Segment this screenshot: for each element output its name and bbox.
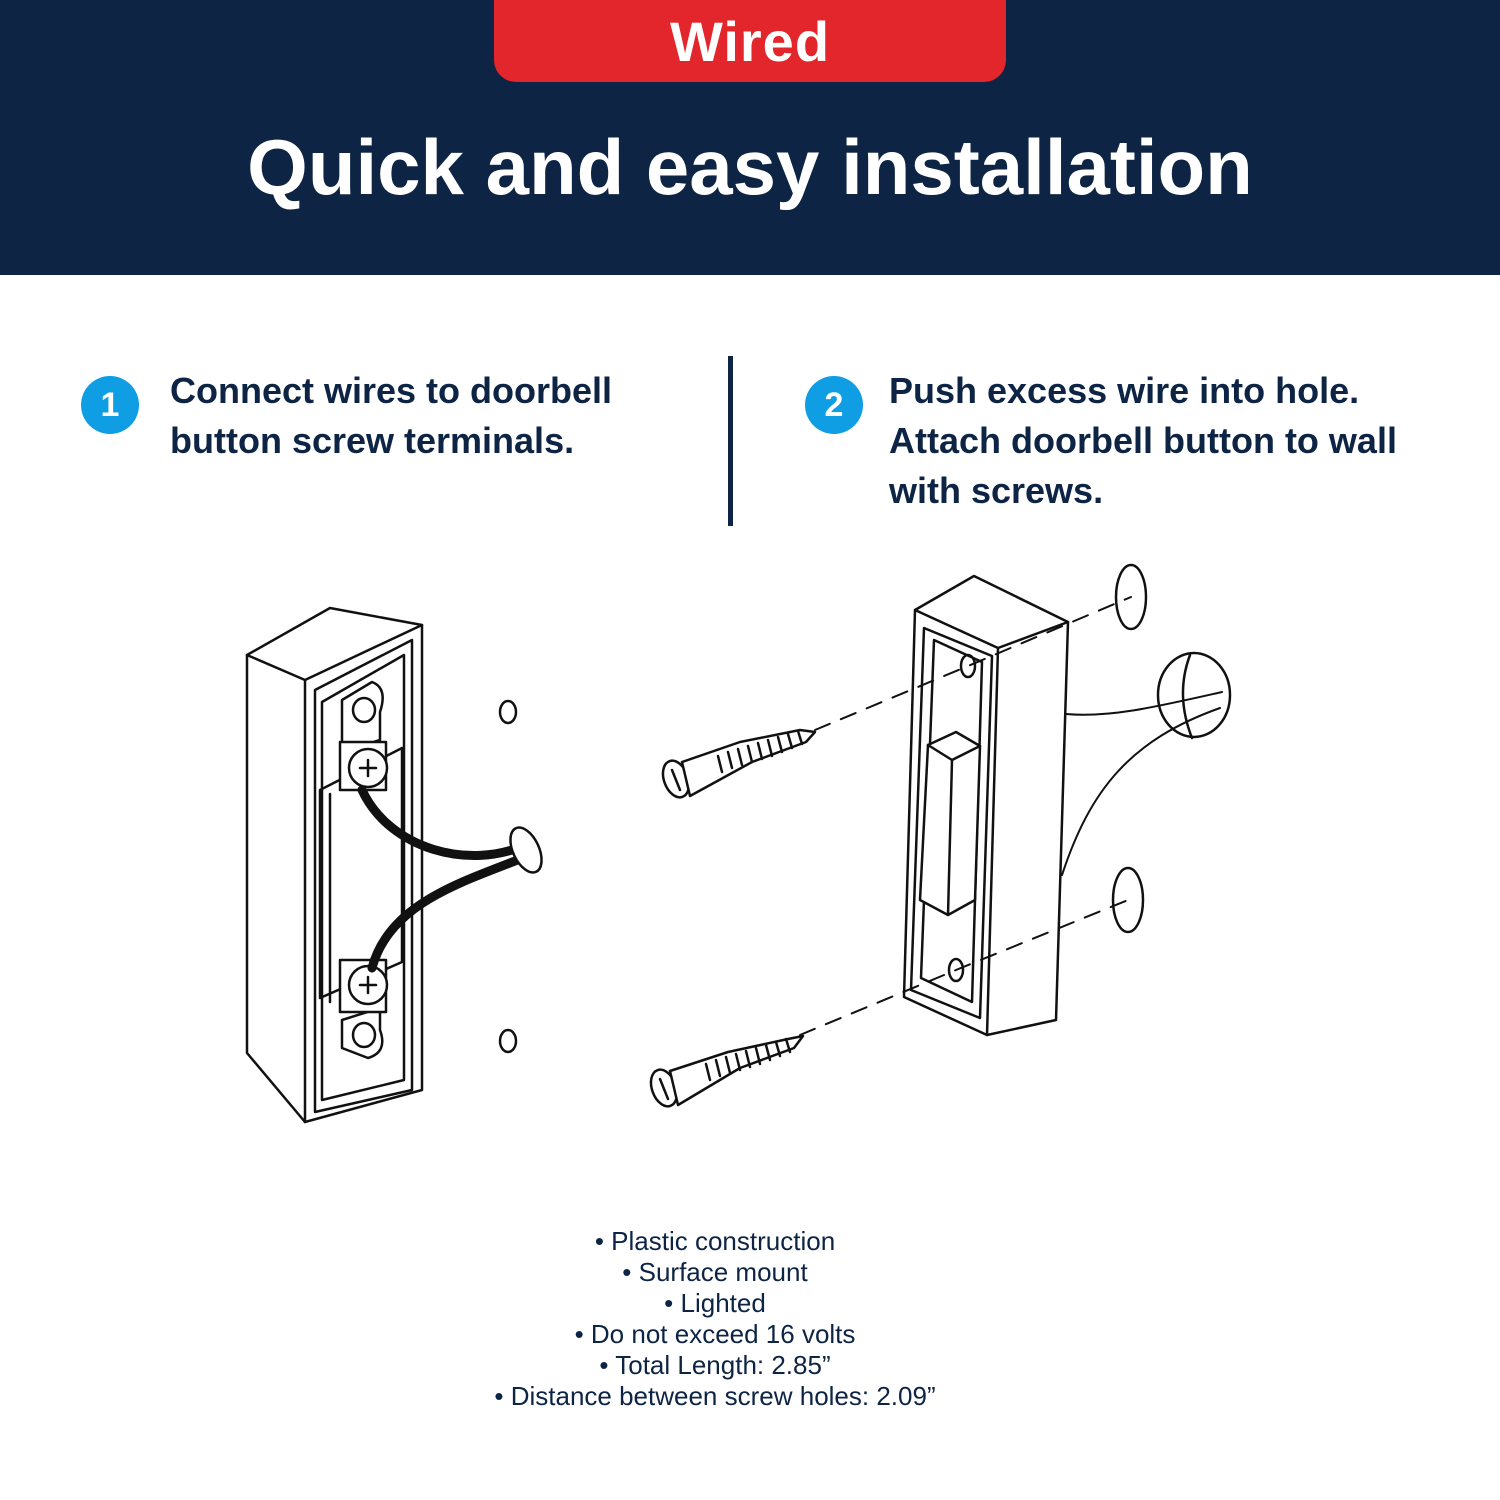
spec-item: • Total Length: 2.85” (599, 1350, 831, 1380)
spec-list (0, 1226, 1430, 1412)
step-2-number-badge: 2 (805, 376, 863, 434)
doorbell-mounting-illustration (646, 565, 1230, 1110)
spec-item: • Do not exceed 16 volts (574, 1319, 856, 1349)
step-1-number-badge: 1 (81, 376, 139, 434)
step-2-text: Push excess wire into hole. Attach doorbell button to wall with screws. (889, 370, 1397, 511)
page-title: Quick and easy installation (247, 123, 1253, 211)
doorbell-wiring-illustration (247, 608, 548, 1122)
step-1-text: Connect wires to doorbell button screw terminals. (170, 370, 613, 461)
spec-item: • Surface mount (622, 1257, 808, 1287)
wired-tag: Wired (494, 0, 1006, 82)
spec-item: • Plastic construction (594, 1226, 836, 1256)
spec-item: • Lighted (664, 1288, 766, 1318)
spec-item: • Distance between screw holes: 2.09” (494, 1381, 936, 1411)
